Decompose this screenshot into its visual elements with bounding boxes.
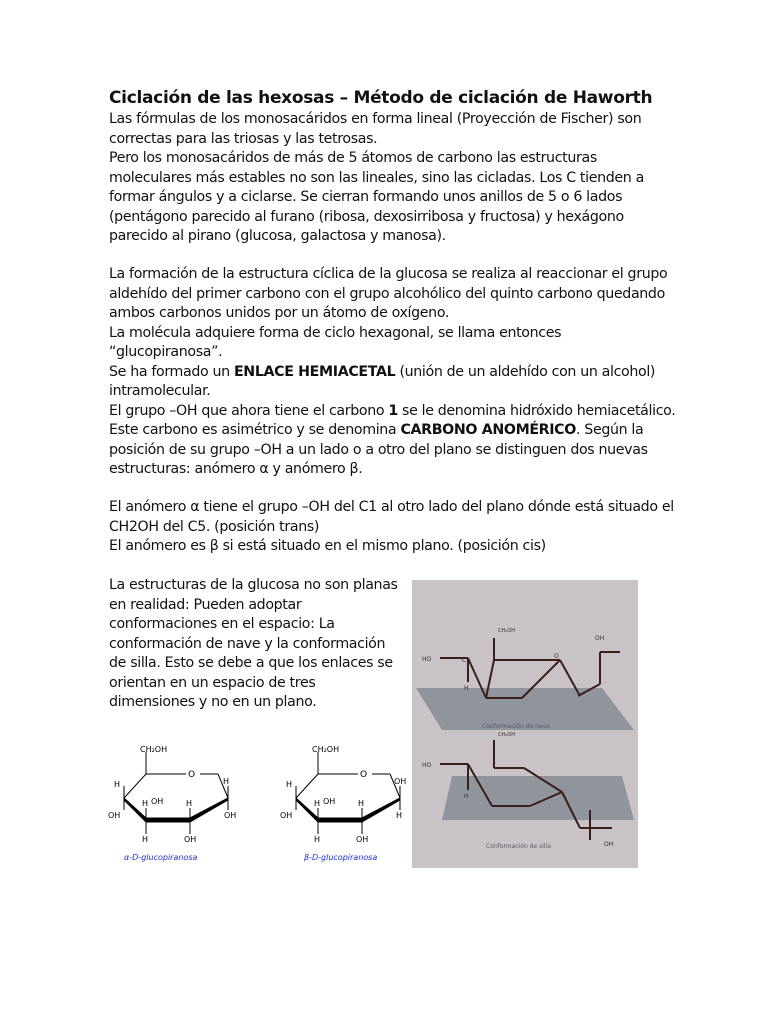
alpha-oh2-label: OH [184,835,197,844]
alpha-ch2oh-label: CH₂OH [140,745,168,754]
alpha-oh1-label: OH [224,811,237,820]
beta-o-label: O [360,770,368,780]
alpha-h5-label: H [114,780,121,789]
intro-block [109,110,677,247]
paragraph-glucopiranosa: La molécula adquiere forma de ciclo hexagonal, se llama entonces “glucopiranosa”. [109,324,562,360]
paragraph-cyclic-structures: Pero los monosacáridos de más de 5 átomos de carbono las estructuras moleculares más estables no son las lineales, sino las cicladas. Los C tienden a formar ángulos y a ciclarse. Se cierran formando unos anillos de 5 o 6 lados (pentágono parecido al furano (ribosa, dexosirribosa y fructosa) y hexágono parecido al pirano (glucosa, galactosa y manosa). [109,150,644,244]
beta-ch2oh-label: CH₂OH [312,745,340,754]
alpha-h4-label: H [142,799,149,808]
document-title: Ciclación de las hexosas – Método de ciclación de Haworth [109,88,653,108]
conformations-photo [412,580,638,868]
chair-ho-label: HO [422,762,432,769]
beta-h3-label: H [314,835,321,844]
conformation-block [109,576,399,713]
beta-oh2-label: OH [356,835,369,844]
alpha-h2-label: H [186,799,193,808]
alpha-h3-label: H [142,835,149,844]
alpha-glucopyranose-figure [106,742,271,864]
beta-h4-label: H [314,799,321,808]
paragraph-beta-anomer: El anómero es β si está situado en el mismo plano. (posición cis) [109,538,546,554]
chair-caption: Conformación de silla [486,843,551,850]
alpha-oh4-label: OH [108,811,121,820]
chair-h-label: H [464,793,469,800]
beta-oh1-label: OH [394,777,407,786]
beta-h1-label: H [396,811,403,820]
beta-h2-label: H [358,799,365,808]
chair-oh-label: OH [604,841,614,848]
boat-h-label: H [464,685,469,692]
paragraph-anomeric-carbon: El grupo –OH que ahora tiene el carbono 1 se le denomina hidróxido hemiacetálico. Este carbono es asimétrico y se denomina CARBONO ANOMÉRICO. Según la posición de su grupo –OH a un lado o a otro del plano se distinguen dos nuevas estructuras: anómero α y anómero β. [109,402,676,477]
beta-caption: β-D-glucopiranosa [304,853,378,862]
boat-ho-label: HO [422,656,432,663]
alpha-o-label: O [188,770,196,780]
anomeric-carbon-term: CARBONO ANOMÉRICO [400,422,576,438]
paragraph-alpha-anomer: El anómero α tiene el grupo –OH del C1 al otro lado del plano dónde está situado el CH2OH del C5. (posición trans) [109,499,674,535]
alpha-ring [124,752,228,834]
alpha-h1-label: H [223,777,230,786]
chair-plane [442,776,634,820]
alpha-oh3-label: OH [151,797,164,806]
alpha-caption: α-D-glucopiranosa [124,853,198,862]
boat-caption: Conformación de nave [482,723,550,730]
chair-ch2oh-label: CH₂OH [498,732,515,738]
paragraph-cyclic-formation: La formación de la estructura cíclica de la glucosa se realiza al reaccionar el grupo aldehído del primer carbono con el grupo alcohólico del quinto carbono quedando ambos carbonos unidos por un átomo de oxígeno. [109,266,668,321]
paragraph-fischer: Las fórmulas de los monosacáridos en forma lineal (Proyección de Fischer) son correctas para las triosas y las tetrosas. [109,111,642,147]
beta-h5-label: H [286,780,293,789]
anomer-block [109,498,677,557]
boat-ch2oh-label: CH₂OH [498,628,515,634]
beta-glucopyranose-figure [278,742,443,864]
paragraph-hemiacetal: Se ha formado un ENLACE HEMIACETAL (unión de un aldehído con un alcohol) intramolecular. [109,363,656,399]
boat-c-label: C [462,657,467,664]
carbon-number: 1 [388,402,398,419]
boat-oh-label: OH [595,635,605,642]
paragraph-conformations: La estructuras de la glucosa no son planas en realidad: Pueden adoptar conformaciones en el espacio: La conformación de nave y la conformación de silla. Esto se debe a que los enlaces se orientan en un espacio de tres dimensiones y no en un plano. [109,577,398,710]
glucose-cyclization-block [109,265,677,480]
boat-o-label: O [554,653,559,660]
beta-oh3-label: OH [323,797,336,806]
hemiacetal-term: ENLACE HEMIACETAL [233,363,396,380]
beta-oh4-label: OH [280,811,293,820]
